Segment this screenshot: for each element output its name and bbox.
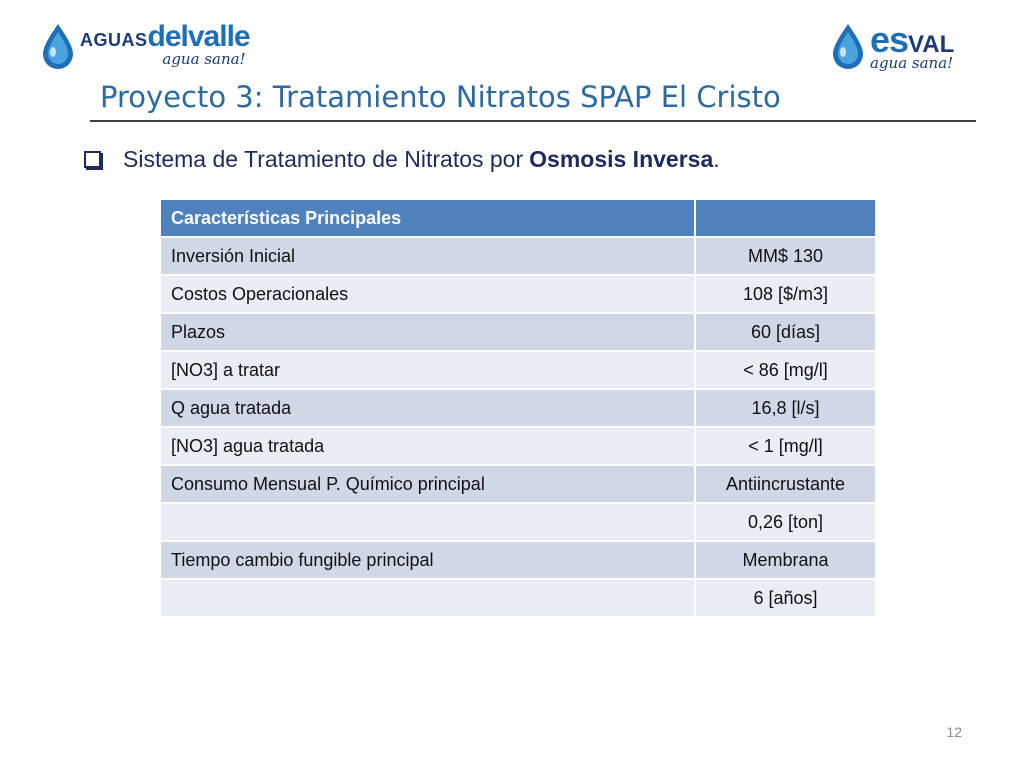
table-row (160, 313, 876, 351)
table-cell-value: 108 [$/m3] (695, 275, 876, 313)
bullet-text-suffix: . (713, 146, 720, 172)
table-cell-value: < 1 [mg/l] (695, 427, 876, 465)
table-cell-label: Plazos (160, 313, 695, 351)
table-cell-value: < 86 [mg/l] (695, 351, 876, 389)
table-cell-value: Antiincrustante (695, 465, 876, 503)
table-cell-value: 6 [años] (695, 579, 876, 617)
table-row (160, 579, 876, 617)
table-cell-value: 0,26 [ton] (695, 503, 876, 541)
table-cell-value: Membrana (695, 541, 876, 579)
table-cell-label: [NO3] a tratar (160, 351, 695, 389)
logo-left-part-b: delvalle (147, 20, 250, 53)
slide-title: Proyecto 3: Tratamiento Nitratos SPAP El Cristo (100, 80, 781, 114)
table-row (160, 541, 876, 579)
table-row (160, 465, 876, 503)
table-cell-label: Tiempo cambio fungible principal (160, 541, 695, 579)
table-row (160, 389, 876, 427)
bullet-text-bold: Osmosis Inversa (529, 146, 714, 172)
table-header-cell (695, 199, 876, 237)
table-row (160, 427, 876, 465)
table-cell-value: MM$ 130 (695, 237, 876, 275)
table-row (160, 275, 876, 313)
table-cell-value: 60 [días] (695, 313, 876, 351)
logo-right-part-b: VAL (908, 31, 955, 58)
characteristics-table (159, 198, 877, 618)
table-cell-label: Costos Operacionales (160, 275, 695, 313)
table-row (160, 237, 876, 275)
page-number: 12 (946, 724, 962, 740)
table-cell-label: Q agua tratada (160, 389, 695, 427)
title-divider (90, 120, 976, 122)
table-header-row (160, 199, 876, 237)
table-cell-label: [NO3] agua tratada (160, 427, 695, 465)
water-drop-icon (40, 22, 76, 70)
water-drop-icon (830, 22, 866, 70)
bullet-point (80, 146, 720, 173)
logo-left-tagline: agua sana! (162, 50, 246, 68)
esval-logo (830, 19, 957, 72)
checkbox-bullet-icon (84, 151, 101, 168)
logo-left-part-a: AGUAS (80, 30, 148, 50)
table-cell-label: Inversión Inicial (160, 237, 695, 275)
table-cell-label (160, 579, 695, 617)
table-cell-label (160, 503, 695, 541)
aguas-delvalle-logo (40, 22, 250, 70)
logo-right-part-a: es (870, 19, 909, 60)
logo-right-tagline: agua sana! (870, 54, 954, 72)
table-row (160, 351, 876, 389)
table-header-cell: Características Principales (160, 199, 695, 237)
table-cell-label: Consumo Mensual P. Químico principal (160, 465, 695, 503)
bullet-text-prefix: Sistema de Tratamiento de Nitratos por (123, 146, 524, 172)
table-cell-value: 16,8 [l/s] (695, 389, 876, 427)
table-row (160, 503, 876, 541)
